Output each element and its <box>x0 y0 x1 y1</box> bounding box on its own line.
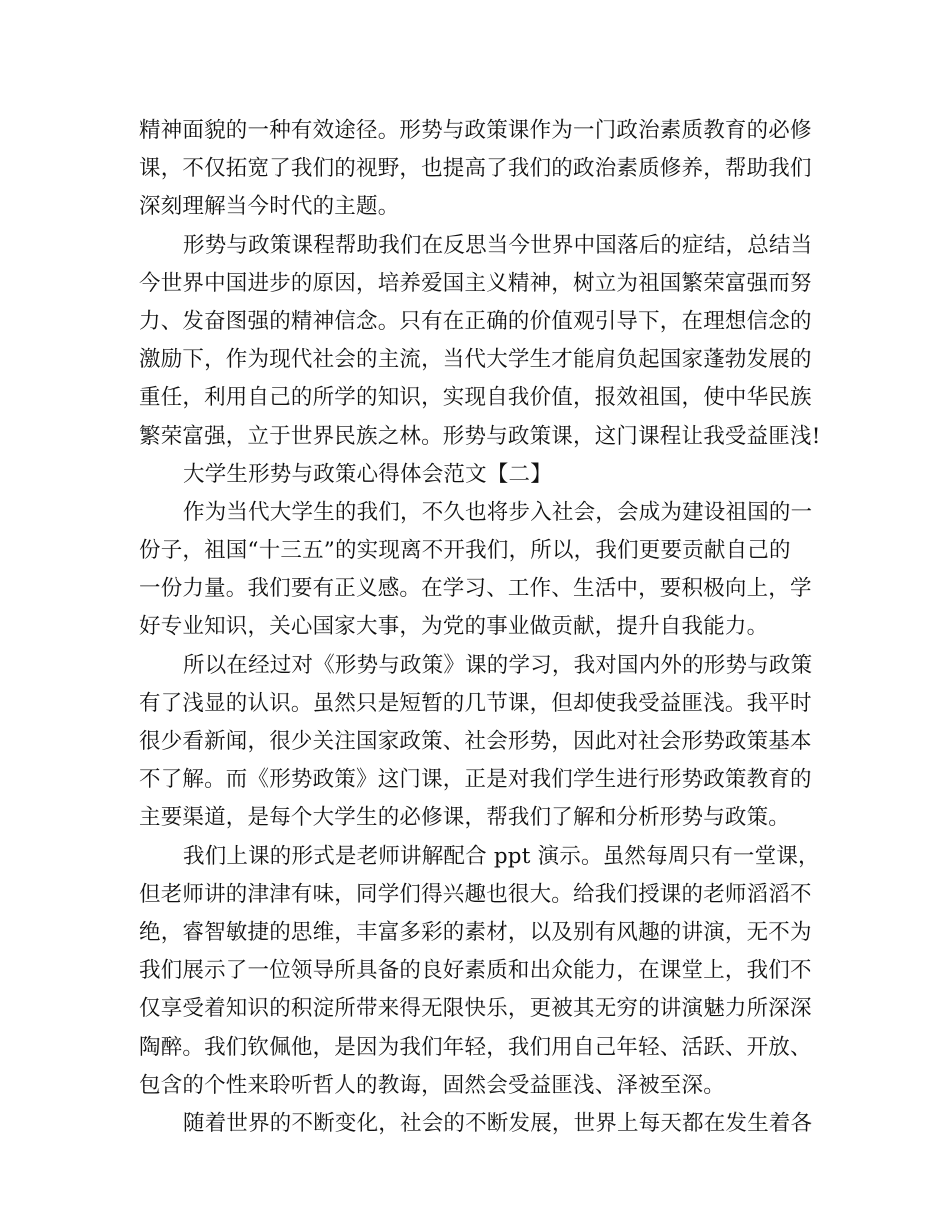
text-line: 力、发奋图强的精神信念。只有在正确的价值观引导下，在理想信念的 <box>139 308 812 334</box>
text-line: 重任，利用自己的所学的知识，实现自我价值，报效祖国，使中华民族 <box>139 385 812 411</box>
text-line: 精神面貌的一种有效途径。形势与政策课作为一门政治素质教育的必修 <box>139 118 812 143</box>
text-line: 大学生形势与政策心得体会范文【二】 <box>183 461 552 487</box>
text-line: 绝，睿智敏捷的思维，丰富多彩的素材，以及别有风趣的讲演，无不为 <box>139 919 812 945</box>
text-line: 一份力量。我们要有正义感。在学习、工作、生活中，要积极向上，学 <box>139 576 812 602</box>
text-line: 不了解。而《形势政策》这门课，正是对我们学生进行形势政策教育的 <box>139 767 812 793</box>
text-line: 随着世界的不断变化，社会的不断发展，世界上每天都在发生着各 <box>183 1110 813 1136</box>
text-line: 很少看新闻，很少关注国家政策、社会形势，因此对社会形势政策基本 <box>139 729 812 754</box>
text-line: 作为当代大学生的我们，不久也将步入社会，会成为建设祖国的一 <box>183 499 813 525</box>
text-line: 激励下，作为现代社会的主流，当代大学生才能肩负起国家蓬勃发展的 <box>139 347 812 373</box>
text-line: 仅享受着知识的积淀所带来得无限快乐，更被其无穷的讲演魅力所深深 <box>139 996 812 1022</box>
document-body <box>139 112 829 1143</box>
text-line: 包含的个性来聆听哲人的教诲，固然会受益匪浅、泽被至深。 <box>139 1072 725 1098</box>
text-line: 但老师讲的津津有味，同学们得兴趣也很大。给我们授课的老师滔滔不 <box>139 881 812 907</box>
text-line: 主要渠道，是每个大学生的必修课，帮我们了解和分析形势与政策。 <box>139 805 791 831</box>
text-line: 份子，祖国“十三五”的实现离不开我们，所以，我们更要贡献自己的 <box>139 538 791 564</box>
text-line: 好专业知识，关心国家大事，为党的事业做贡献，提升自我能力。 <box>139 614 769 640</box>
text-line: 我们上课的形式是老师讲解配合 ppt 演示。虽然每周只有一堂课， <box>183 843 820 869</box>
text-line: 今世界中国进步的原因，培养爱国主义精神，树立为祖国繁荣富强而努 <box>139 270 812 296</box>
text-line: 繁荣富强，立于世界民族之林。形势与政策课，这门课程让我受益匪浅! <box>139 423 821 449</box>
text-line: 有了浅显的认识。虽然只是短暂的几节课，但却使我受益匪浅。我平时 <box>139 690 812 716</box>
text-line: 形势与政策课程帮助我们在反思当今世界中国落后的症结，总结当 <box>183 232 813 258</box>
text-line: 深刻理解当今时代的主题。 <box>139 194 400 220</box>
text-line: 我们展示了一位领导所具备的良好素质和出众能力，在课堂上，我们不 <box>139 958 812 984</box>
text-line: 陶醉。我们钦佩他，是因为我们年轻，我们用自己年轻、活跃、开放、 <box>139 1034 812 1060</box>
text-line: 课，不仅拓宽了我们的视野，也提高了我们的政治素质修养，帮助我们 <box>139 156 812 182</box>
text-line: 所以在经过对《形势与政策》课的学习，我对国内外的形势与政策 <box>183 652 813 678</box>
